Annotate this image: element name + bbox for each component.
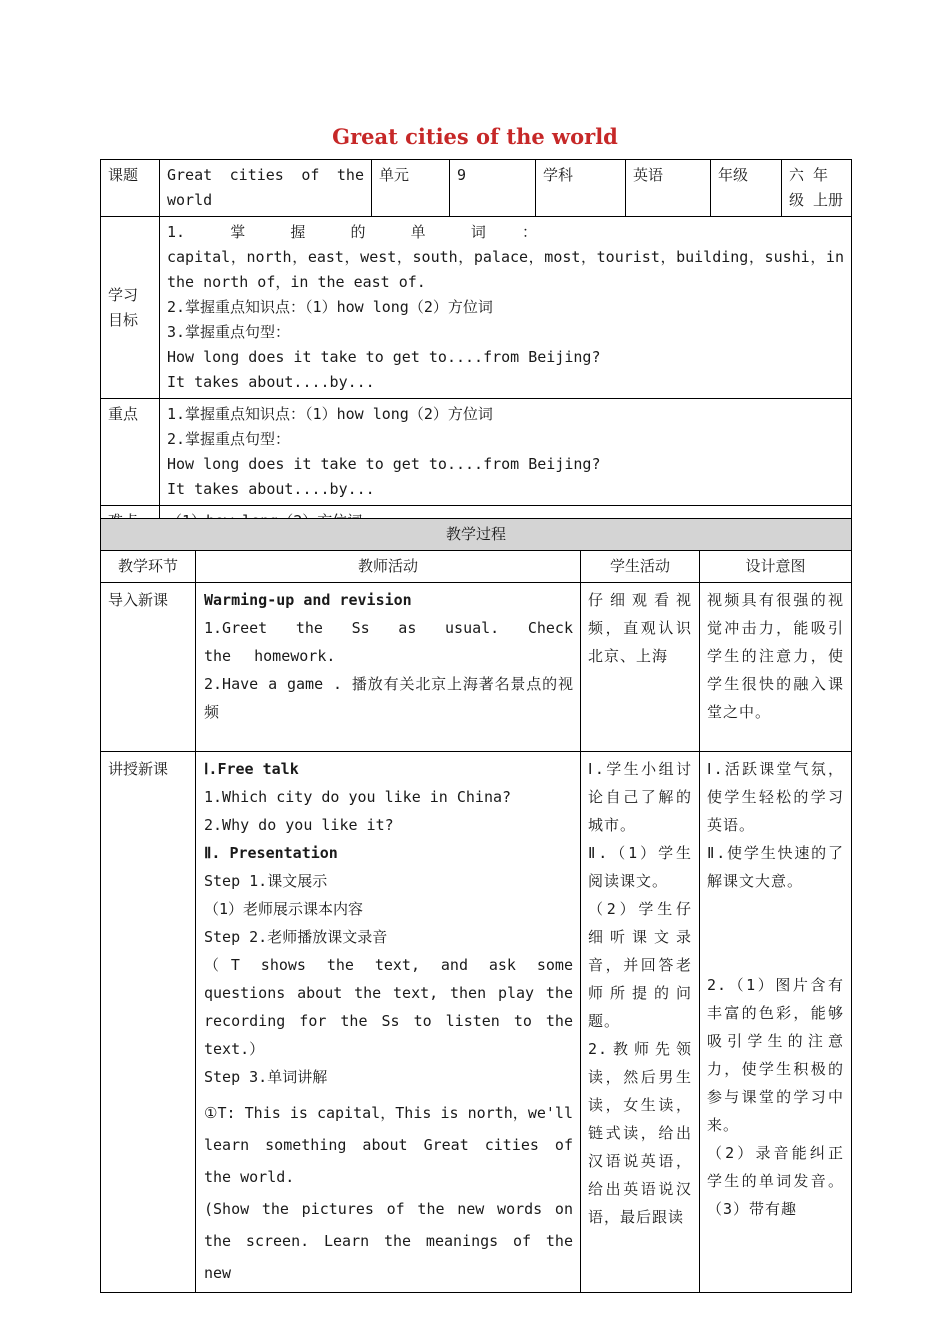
- header-row: [101, 160, 852, 217]
- teacher-line: 1.Which city do you like in China?: [204, 788, 512, 806]
- teacher-activity-cell: [196, 583, 581, 752]
- teacher-line: Warming-up and revision: [204, 591, 412, 609]
- intent-line: Ⅰ.活跃课堂气氛，使学生轻松的学习英语。: [707, 760, 845, 834]
- intent-line: 视频具有很强的视觉冲击力，能吸引学生的注意力，使学生很快的融入课堂之中。: [707, 591, 845, 721]
- teacher-activity-cell: [196, 752, 581, 1293]
- column-header: 设计意图: [700, 551, 852, 583]
- unit-label: 单元: [372, 160, 450, 217]
- process-row-new-lesson: [101, 752, 852, 1293]
- objective-line: 3.掌握重点句型：: [167, 323, 291, 341]
- intent-line: （2）录音能纠正学生的单词发音。（3）带有趣: [707, 1144, 845, 1218]
- process-columns-row: [101, 551, 852, 583]
- objectives-content: [160, 217, 852, 399]
- process-heading: 教学过程: [101, 519, 852, 551]
- subject-value: 英语: [626, 160, 711, 217]
- student-activity-cell: [581, 583, 700, 752]
- key-points-row: [101, 399, 852, 506]
- subject-label: 学科: [536, 160, 626, 217]
- teacher-line: Ⅱ. Presentation: [204, 844, 338, 862]
- student-activity-cell: [581, 752, 700, 1293]
- objectives-row: [101, 217, 852, 399]
- column-header: 教学环节: [101, 551, 196, 583]
- key-point-line: How long does it take to get to....from Beijing?: [167, 455, 601, 473]
- teacher-line: ①T: This is capital，This is north，we'll learn something about Great cities of the world.: [204, 1104, 573, 1186]
- stage-cell: 导入新课: [101, 583, 196, 752]
- design-intent-cell: [700, 583, 852, 752]
- teacher-line: Step 2.老师播放课文录音: [204, 928, 388, 946]
- key-point-line: It takes about....by...: [167, 480, 375, 498]
- student-line: （2）学生仔细听课文录音，并回答老师所提的问题。: [588, 900, 692, 1030]
- student-line: Ⅱ.（1）学生阅读课文。: [588, 844, 692, 890]
- process-row-intro: [101, 583, 852, 752]
- design-intent-cell: [700, 752, 852, 1293]
- intent-line: 2.（1）图片含有丰富的色彩，能够吸引学生的注意力，使学生积极的参与课堂的学习中来。: [707, 976, 845, 1134]
- teaching-process-table: [100, 518, 852, 1293]
- teacher-line: Ⅰ.Free talk: [204, 760, 299, 778]
- process-heading-row: [101, 519, 852, 551]
- objective-line: 1. 掌 握 的 单 词 ：: [167, 223, 537, 241]
- lesson-info-table: [100, 159, 852, 538]
- document-title: Great cities of the world: [332, 124, 618, 149]
- column-header: 教师活动: [196, 551, 581, 583]
- key-points-content: [160, 399, 852, 506]
- teacher-line: 1.Greet the Ss as usual. Check the homework.: [204, 619, 573, 665]
- intent-line: Ⅱ.使学生快速的了解课文大意。: [707, 844, 845, 890]
- student-line: 仔细观看视频，直观认识北京、上海: [588, 591, 692, 665]
- teacher-line: 2.Why do you like it?: [204, 816, 394, 834]
- grade-label: 年级: [711, 160, 782, 217]
- objective-line: 2.掌握重点知识点：（1）how long（2）方位词: [167, 298, 493, 316]
- objectives-label: 学习目标: [101, 217, 160, 399]
- objective-line: How long does it take to get to....from Beijing?: [167, 348, 601, 366]
- teacher-line: Step 3.单词讲解: [204, 1068, 328, 1086]
- grade-value: 六 年 级 上册: [782, 160, 852, 217]
- topic-value: Great cities of the world: [160, 160, 372, 217]
- stage-cell: 讲授新课: [101, 752, 196, 1293]
- teacher-line: (Show the pictures of the new words on the screen. Learn the meanings of the new: [204, 1200, 573, 1282]
- key-point-line: 2.掌握重点句型：: [167, 430, 291, 448]
- key-point-line: 1.掌握重点知识点：（1）how long（2）方位词: [167, 405, 493, 423]
- objective-line: capital，north，east，west，south，palace，most，tourist，building，sushi，in the north of，in the east of.: [167, 248, 844, 291]
- student-line: Ⅰ.学生小组讨论自己了解的城市。: [588, 760, 692, 834]
- teacher-line: Step 1.课文展示: [204, 872, 328, 890]
- student-line: 2.教师先领读，然后男生读，女生读，链式读，给出汉语说英语，给出英语说汉语，最后跟读: [588, 1040, 692, 1226]
- objective-line: It takes about....by...: [167, 373, 375, 391]
- unit-value: 9: [450, 160, 536, 217]
- column-header: 学生活动: [581, 551, 700, 583]
- topic-label: 课题: [101, 160, 160, 217]
- teacher-line: 2.Have a game . 播放有关北京上海著名景点的视频: [204, 675, 573, 721]
- teacher-line: （T shows the text, and ask some questions about the text, then play the recording for the Ss to listen to the text.）: [204, 956, 573, 1058]
- key-points-label: 重点: [101, 399, 160, 506]
- teacher-line: （1）老师展示课本内容: [204, 900, 364, 918]
